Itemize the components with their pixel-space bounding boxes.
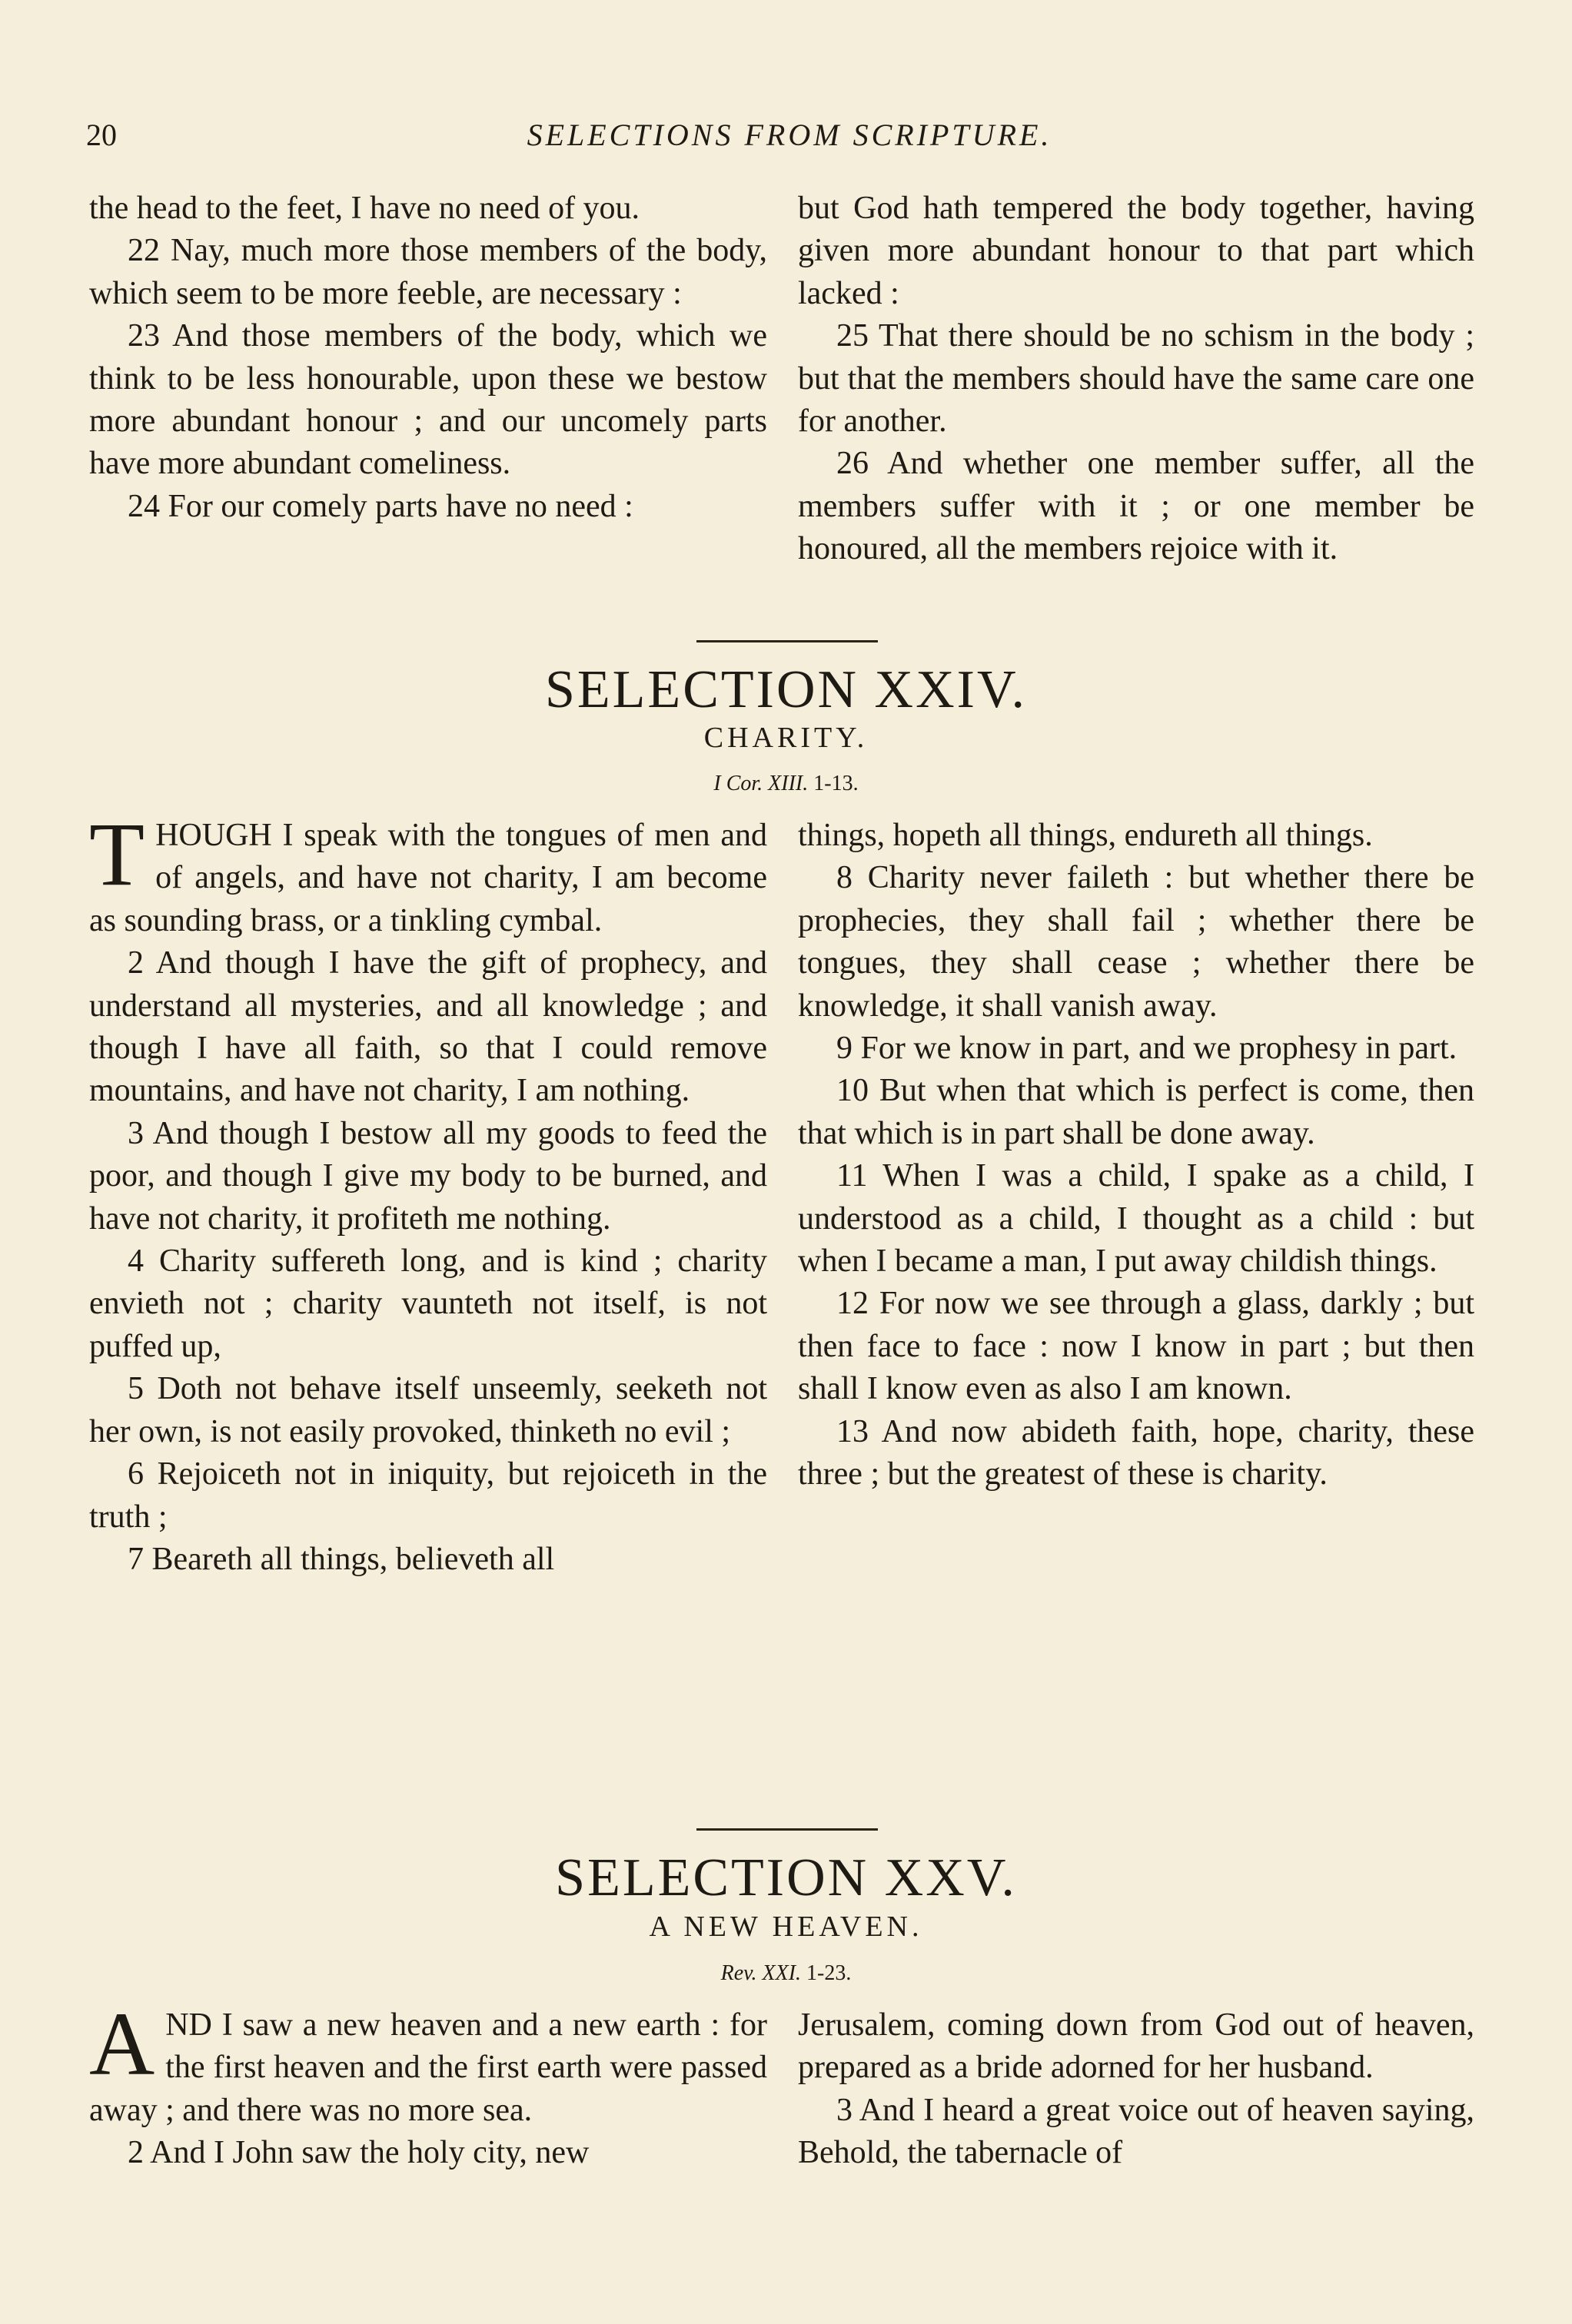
drop-cap: A	[89, 1994, 155, 2094]
selection-24-left-column	[89, 804, 767, 1581]
verse-23: 23 And those members of the body, which we think to be less honourable, upon these we bestow more abundant honour ; and our uncomely parts have more abundant comeliness.	[89, 318, 767, 482]
verse-25: 25 That there should be no schism in the body ; but that the members should have the same care one for another.	[798, 318, 1474, 440]
verse-22: 22 Nay, much more those members of the body, which seem to be more feeble, are necessary :	[89, 233, 767, 311]
scripture-reference	[0, 772, 1572, 796]
verse-24: 24 For our comely parts have no need :	[128, 488, 633, 524]
drop-cap: T	[89, 804, 145, 905]
reference-book: Rev. XXI.	[720, 1961, 802, 1985]
selection-subtitle: CHARITY.	[703, 722, 869, 754]
top-left-column	[89, 188, 767, 528]
selection-25-right-column	[798, 2004, 1474, 2175]
selection-title: SELECTION XXIV.	[544, 660, 1027, 719]
page-number: 20	[86, 118, 117, 152]
verse-4: 4 Charity suffereth long, and is kind ; charity envieth not ; charity vaunteth not itself, is not puffed up,	[89, 1243, 767, 1364]
top-right-column	[798, 188, 1474, 571]
verse-2: 2 And I John saw the holy city, new	[128, 2135, 590, 2171]
reference-book: I Cor. XIII.	[713, 772, 809, 795]
paragraph: Jerusalem, coming down from God out of heaven, prepared as a bride adorned for her husband.	[798, 2007, 1474, 2086]
verse-1: ND I saw a new heaven and a new earth : for the first heaven and the first earth were passed away ; and there was no more sea.	[89, 2007, 767, 2128]
reference-verses: 1-23.	[806, 1961, 852, 1985]
verse-8: 8 Charity never faileth : but whether there be prophecies, they shall fail ; whether there be tongues, they shall cease ; whether there be knowledge, it shall vanish away.	[798, 860, 1474, 1024]
verse-3: 3 And I heard a great voice out of heaven saying, Behold, the tabernacle of	[798, 2092, 1474, 2171]
verse-12: 12 For now we see through a glass, darkly ; but then face to face : now I know in part ; but then shall I know even as also I am known.	[798, 1286, 1474, 1407]
running-head: SELECTIONS FROM SCRIPTURE.	[527, 118, 1052, 152]
section-divider	[696, 640, 878, 642]
paragraph: but God hath tempered the body together, having given more abundant honour to that part which lacked :	[798, 191, 1474, 311]
selection-25-left-column	[89, 1994, 767, 2175]
selection-subtitle: A NEW HEAVEN.	[649, 1911, 923, 1943]
verse-5: 5 Doth not behave itself unseemly, seeketh not her own, is not easily provoked, thinketh no evil ;	[89, 1371, 767, 1449]
verse-11: 11 When I was a child, I spake as a child, I understood as a child, I thought as a child : but when I became a man, I put away childish things.	[798, 1158, 1474, 1280]
selection-title: SELECTION XXV.	[555, 1848, 1017, 1907]
verse-2: 2 And though I have the gift of prophecy, and understand all mysteries, and all knowledge ; and though I have all faith, so that I could remove mountains, and have not charity, I am nothing.	[89, 945, 767, 1109]
opening-paragraph	[89, 1994, 767, 2132]
page-header	[86, 117, 1493, 163]
selection-24-right-column	[798, 815, 1474, 1496]
paragraph: things, hopeth all things, endureth all things.	[798, 818, 1373, 853]
section-divider	[696, 1828, 878, 1831]
paragraph: the head to the feet, I have no need of you.	[89, 191, 640, 226]
verse-13: 13 And now abideth faith, hope, charity, these three ; but the greatest of these is charity.	[798, 1413, 1474, 1492]
opening-paragraph	[89, 804, 767, 942]
reference-verses: 1-13.	[813, 772, 859, 795]
verse-6: 6 Rejoiceth not in iniquity, but rejoiceth in the truth ;	[89, 1456, 767, 1535]
verse-3: 3 And though I bestow all my goods to feed the poor, and though I give my body to be burned, and have not charity, it profiteth me nothing.	[89, 1115, 767, 1237]
verse-1: HOUGH I speak with the tongues of men and of angels, and have not charity, I am become as sounding brass, or a tinkling cymbal.	[89, 818, 767, 938]
verse-9: 9 For we know in part, and we prophesy in part.	[836, 1031, 1457, 1067]
verse-7: 7 Beareth all things, believeth all	[128, 1541, 555, 1577]
scripture-reference	[0, 1961, 1572, 1986]
verse-10: 10 But when that which is perfect is come, then that which is in part shall be done away.	[798, 1073, 1474, 1151]
verse-26: 26 And whether one member suffer, all the members suffer with it ; or one member be honoured, all the members rejoice with it.	[798, 446, 1474, 567]
